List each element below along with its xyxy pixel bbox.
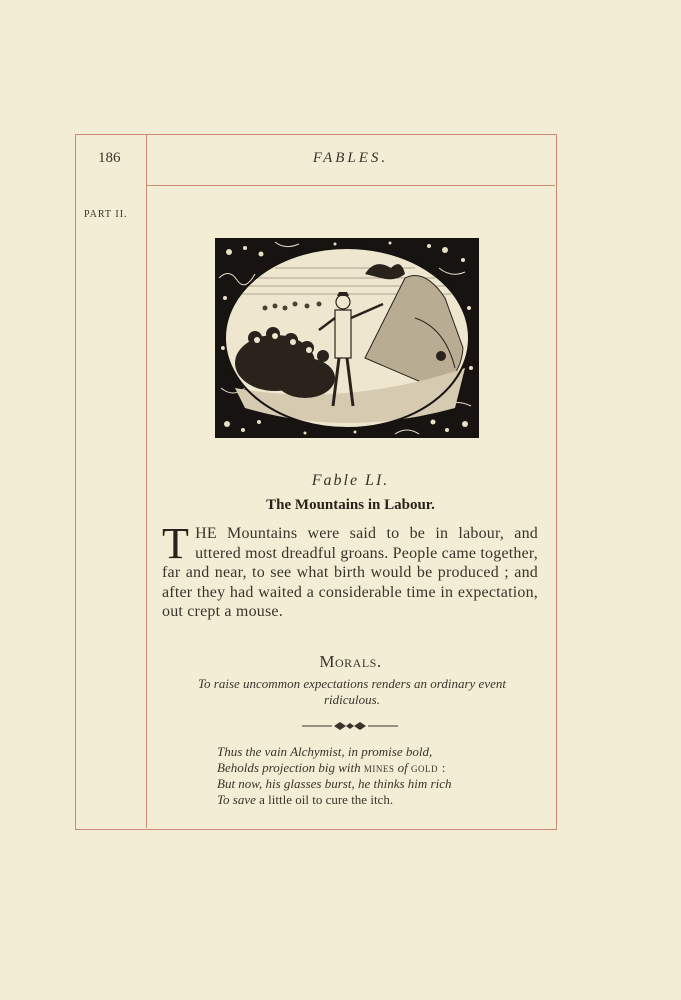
fable-subtitle: The Mountains in Labour. (266, 497, 435, 513)
fable-body-text: HE Mountains were said to be in labour, and uttered most dreadful groans. People came together, far and near, to see what birth would be produced ; and after they had waited a considerable time in expectation, out crept a mouse. (162, 525, 538, 620)
verse-line-2-c: of (397, 760, 408, 775)
verse (217, 744, 451, 808)
drop-cap: T (162, 519, 190, 568)
fable-body (162, 519, 538, 622)
page-number: 186 (98, 150, 121, 166)
verse-line-2 (217, 760, 451, 776)
verse-line-2-d: gold : (410, 760, 446, 775)
woodcut-mountains-labour-illustration (215, 238, 479, 438)
running-title: FABLES. (312, 150, 389, 166)
verse-line-3: But now, his glasses burst, he thinks him rich (217, 776, 452, 791)
verse-line-2-a: Beholds projection big with (217, 760, 361, 775)
morals-heading: Morals. (319, 652, 382, 671)
verse-line-1: Thus the vain Alchymist, in promise bold, (217, 744, 433, 759)
verse-line-4-b: a little oil to cure the itch. (259, 792, 394, 807)
morals-text: To raise uncommon expectations renders an ordinary event ridiculous. (198, 676, 506, 707)
part-label: PART II. (84, 209, 128, 220)
ornament-divider-icon (300, 718, 400, 734)
header-rule (146, 185, 555, 186)
verse-line-4-a: To save (217, 792, 256, 807)
woodcut-illustration (215, 238, 479, 438)
verse-line-2-b: mines (363, 760, 395, 775)
fable-title: Fable LI. (311, 472, 390, 489)
verse-line-4 (217, 792, 451, 808)
